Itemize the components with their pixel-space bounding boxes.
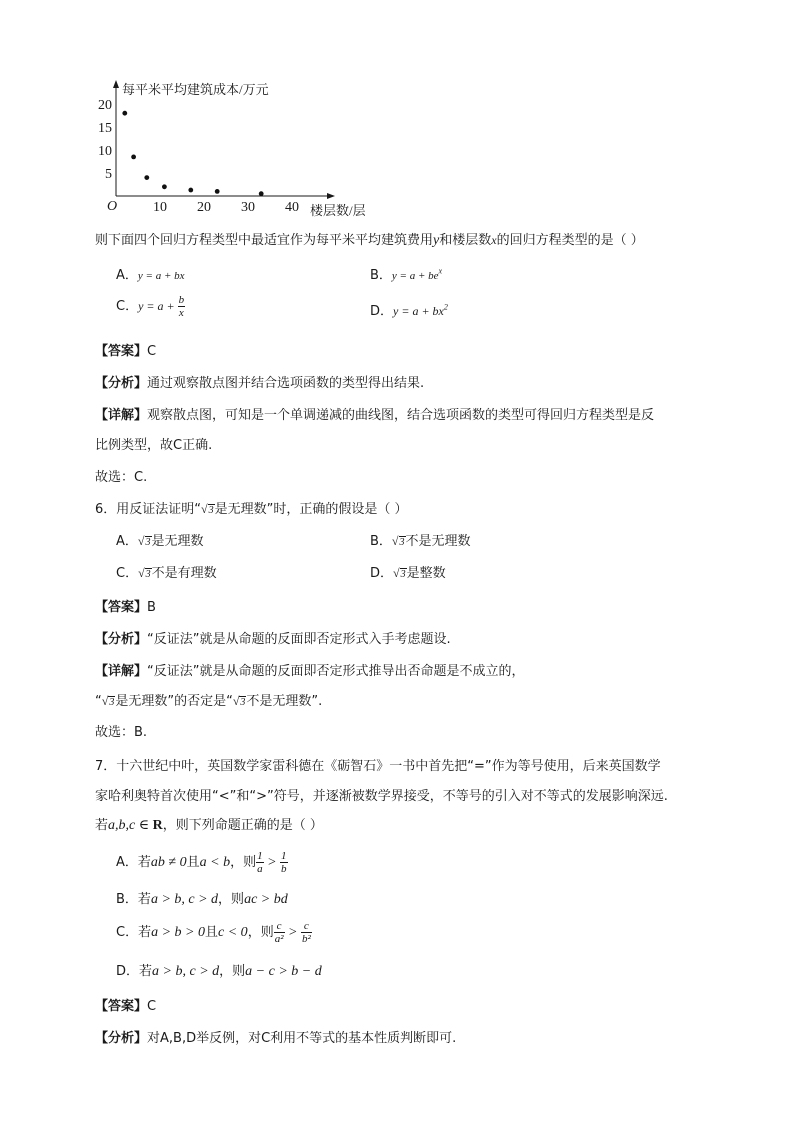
x-tick-label: 10 [153,200,167,215]
y-tick-label: 10 [98,144,112,159]
q6-detail-2: “√3是无理数”的否定是“√3不是无理数”. [95,694,323,709]
scatter-point [122,111,127,116]
q5-option-d: D．$y = a + bx^2$ [370,302,448,319]
q5-analysis: 【分析】通过观察散点图并结合选项函数的类型得出结果. [95,376,425,391]
q7-option-d: D．若a > b, c > d，则a − c > b − d [116,964,322,979]
q6-detail-1: 【详解】“反证法”就是从命题的反面即否定形式推导出否命题是不成立的， [95,664,525,679]
q6-option-d: D．√3是整数 [370,566,446,581]
y-tick-label: 20 [98,98,112,113]
q5-detail-1: 【详解】观察散点图，可知是一个单调递减的曲线图，结合选项函数的类型可得回归方程类型是反 [95,408,655,423]
q5-option-a: A．y = a + bx [116,268,185,283]
x-tick-label: 40 [285,200,299,215]
q6-choose: 故选：B. [95,725,148,740]
q5-option-b: B．$y = a + be^x$ [370,266,443,283]
x-tick-label: 30 [241,200,255,215]
q7-stem-1: 7．十六世纪中叶，英国数学家雷科德在《砺智石》一书中首先把“=”作为等号使用，后来英国数学 [95,759,661,774]
chart-origin: O [107,199,118,214]
scatter-point [162,184,167,189]
q5-choose: 故选：C. [95,470,148,485]
q6-option-c: C．√3不是有理数 [116,566,217,581]
x-tick-label: 20 [197,200,211,215]
q5-answer: 【答案】C [95,344,157,359]
scatter-point [144,175,149,180]
q6-answer: 【答案】B [95,600,156,615]
q5-stem: 则下面四个回归方程类型中最适宜作为每平米平均建筑费用y和楼层数x的回归方程类型的是（ ） [95,233,644,248]
q7-analysis: 【分析】对A,B,D举反例，对C利用不等式的基本性质判断即可. [95,1031,457,1046]
q7-option-a: A．若ab ≠ 0且a < b，则 $\frac{1}{a}$ > $\frac{1}{b}$ [116,850,287,875]
chart-xlabel: 楼层数/层 [310,203,366,218]
scatter-point [215,189,220,194]
scatter-point [131,155,136,160]
q7-option-b: B．若a > b, c > d，则ac > bd [116,892,288,907]
q7-stem-3: 若a,b,c ∈ R，则下列命题正确的是（ ） [95,818,323,833]
q7-answer: 【答案】C [95,999,157,1014]
q5-option-c: C．y = a + $\frac{b}{x}$ [116,294,185,319]
y-tick-label: 5 [105,167,112,182]
q5-detail-2: 比例类型，故C正确. [95,438,213,453]
y-tick-label: 15 [98,121,112,136]
q6-analysis: 【分析】“反证法”就是从命题的反面即否定形式入手考虑题设. [95,632,451,647]
x-axis-arrow [327,193,335,199]
scatter-point [259,191,264,196]
q6-option-a: A．√3是无理数 [116,534,204,549]
q7-stem-2: 家哈利奥特首次使用“<”和“>”符号，并逐渐被数学界接受，不等号的引入对不等式的发展影响深远. [95,789,668,804]
chart-ylabel: 每平米平均建筑成本/万元 [122,82,269,97]
y-axis-arrow [113,80,119,88]
q7-option-c: C．若a > b > 0且c < 0，则 $\frac{c}{\text{a²}}$ > $\frac{c}{\text{b²}}$ [116,920,311,945]
scatter-point [188,188,193,193]
q6-option-b: B．√3不是无理数 [370,534,471,549]
q6-stem: 6．用反证法证明“√3是无理数”时，正确的假设是（ ） [95,502,408,517]
